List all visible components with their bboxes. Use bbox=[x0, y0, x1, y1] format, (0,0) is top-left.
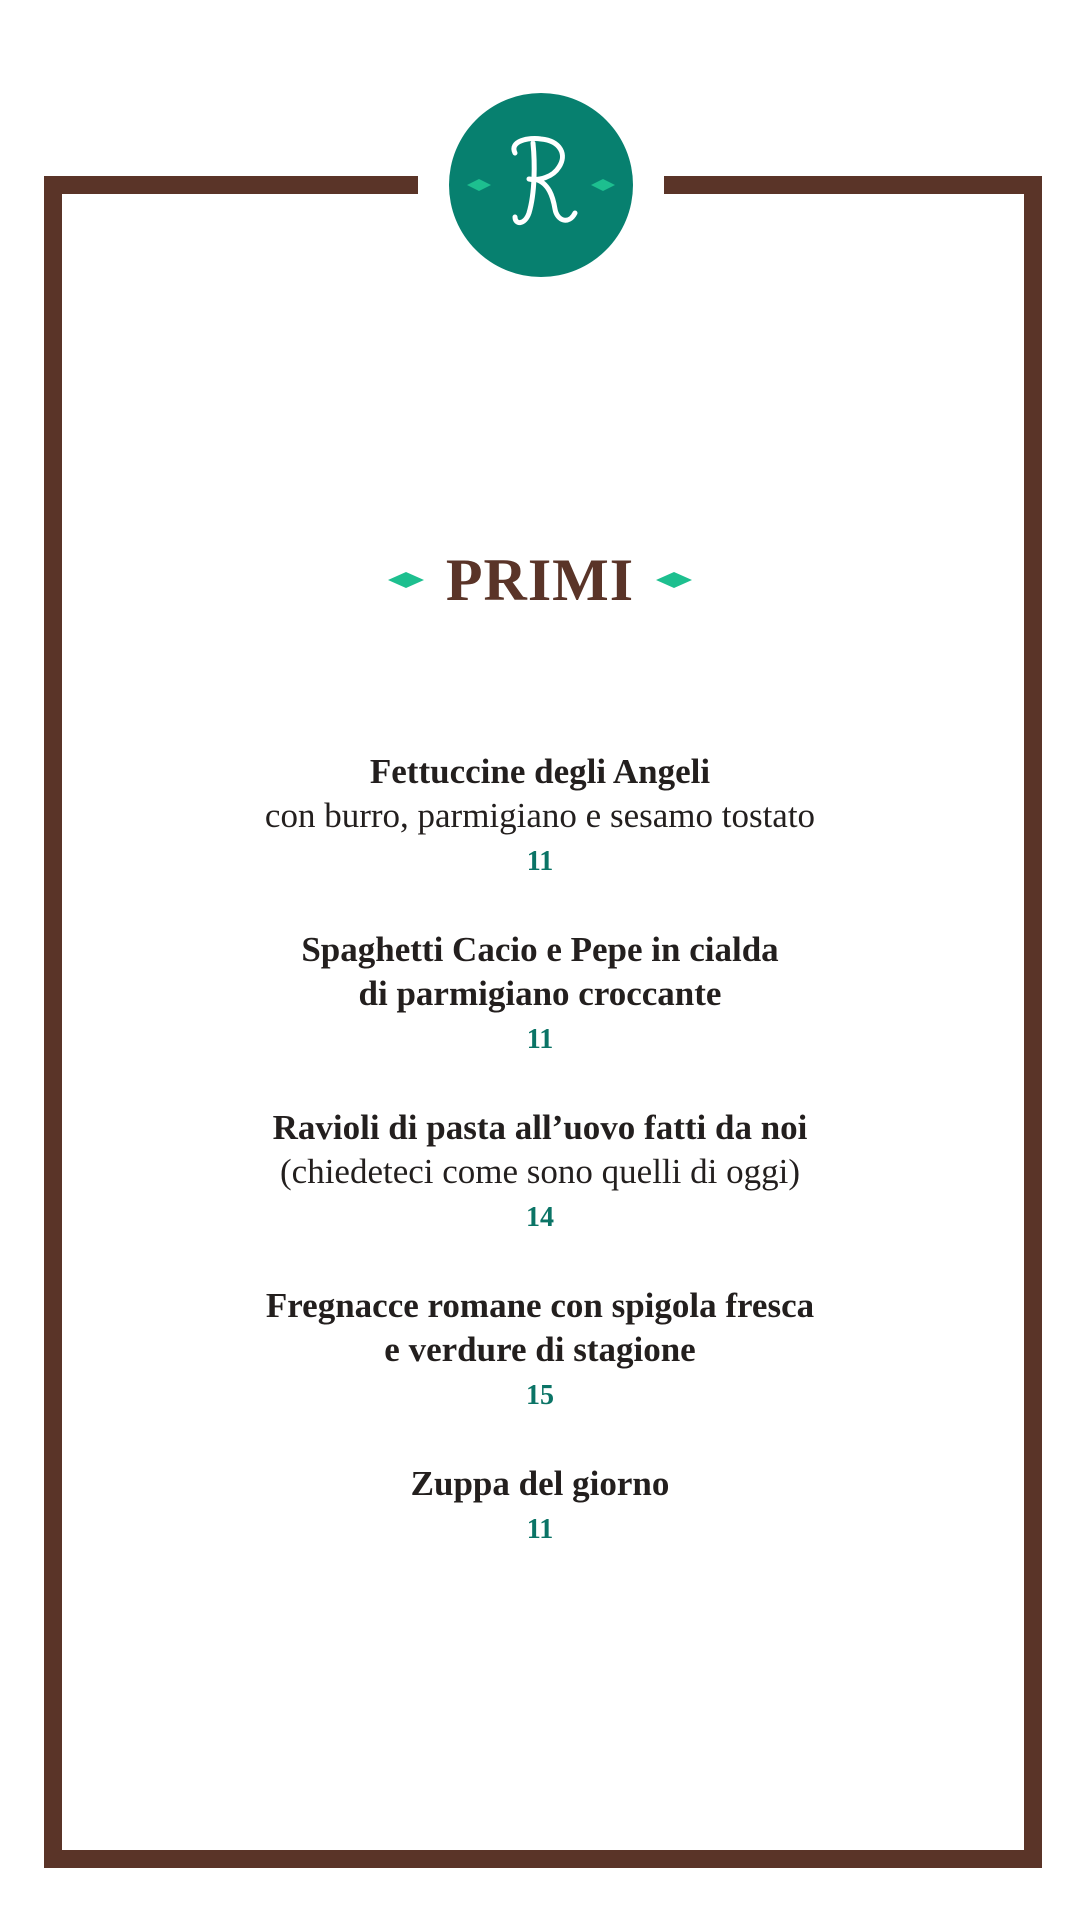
frame-top-right bbox=[664, 176, 1042, 194]
menu-item-name: Zuppa del giorno bbox=[410, 1464, 670, 1503]
logo-right-diamond-icon bbox=[591, 179, 615, 191]
section-title: PRIMI bbox=[445, 547, 635, 613]
menu-item bbox=[120, 1284, 960, 1418]
frame-left bbox=[44, 176, 62, 1868]
menu-item-price: 15 bbox=[526, 1380, 554, 1411]
menu-item-name-line1: Spaghetti Cacio e Pepe in cialda bbox=[301, 930, 779, 969]
menu-item-price: 11 bbox=[526, 846, 554, 877]
menu-item-price: 11 bbox=[526, 1024, 554, 1055]
menu-item-name-line2: e verdure di stagione bbox=[384, 1330, 696, 1369]
menu-item-name-line1: Fregnacce romane con spigola fresca bbox=[265, 1286, 815, 1325]
frame-right bbox=[1024, 176, 1042, 1868]
menu-item bbox=[120, 750, 960, 884]
menu-list bbox=[120, 750, 960, 1596]
menu-item bbox=[120, 1462, 960, 1552]
logo-left-diamond-icon bbox=[467, 179, 491, 191]
menu-item-name-line2: di parmigiano croccante bbox=[358, 974, 722, 1013]
menu-item-price: 14 bbox=[526, 1202, 554, 1233]
menu-item-description: (chiedeteci come sono quelli di oggi) bbox=[280, 1152, 800, 1191]
menu-item-description: con burro, parmigiano e sesamo tostato bbox=[264, 796, 816, 835]
menu-item-name: Fettuccine degli Angeli bbox=[369, 752, 711, 791]
menu-item bbox=[120, 928, 960, 1062]
monogram-r-icon bbox=[449, 93, 633, 277]
menu-item bbox=[120, 1106, 960, 1240]
restaurant-logo bbox=[449, 93, 633, 277]
section-heading bbox=[0, 540, 1080, 620]
menu-item-name: Ravioli di pasta all’uovo fatti da noi bbox=[272, 1108, 808, 1147]
left-diamond-icon bbox=[388, 570, 424, 590]
frame-top-left bbox=[44, 176, 418, 194]
menu-item-price: 11 bbox=[526, 1514, 554, 1545]
frame-bottom bbox=[44, 1850, 1042, 1868]
right-diamond-icon bbox=[656, 570, 692, 590]
